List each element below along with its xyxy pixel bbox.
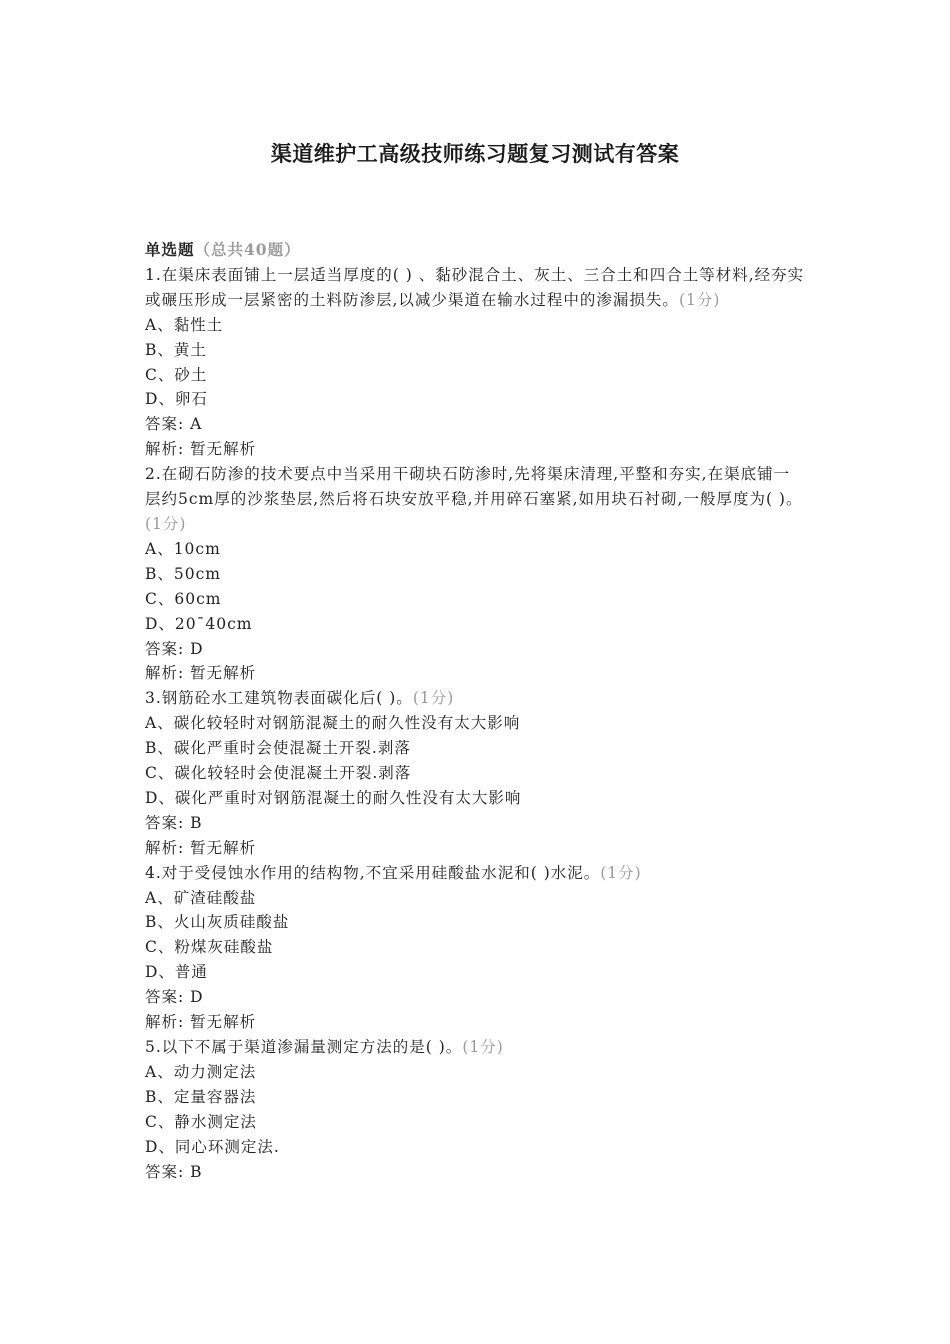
- answer-line: 答案: D: [145, 988, 204, 1007]
- option-c: C、碳化较轻时会使混凝土开裂.剥落: [145, 764, 412, 783]
- question-stem: [145, 263, 805, 313]
- question-score: (1分): [600, 863, 642, 882]
- option-b: B、50cm: [145, 564, 221, 583]
- option-c: C、砂土: [145, 365, 208, 384]
- option-b: B、火山灰质硅酸盐: [145, 913, 290, 932]
- option-a: A、碳化较轻时对钢筋混凝土的耐久性没有太大影响: [145, 714, 521, 733]
- answer-line: 答案: A: [145, 415, 203, 434]
- option-d: D、碳化严重时对钢筋混凝土的耐久性没有太大影响: [145, 788, 522, 807]
- option-c: C、静水测定法: [145, 1112, 257, 1131]
- question-stem: [145, 861, 805, 886]
- question-stem-text: 5.以下不属于渠道渗漏量测定方法的是( )。: [145, 1038, 463, 1056]
- question-stem: [145, 1035, 805, 1060]
- question-4: [145, 861, 805, 1035]
- question-list: [145, 238, 805, 1184]
- option-a: A、矿渣硅酸盐: [145, 888, 257, 907]
- option-a: A、10cm: [145, 539, 221, 558]
- question-1: [145, 263, 805, 462]
- option-c: C、粉煤灰硅酸盐: [145, 938, 274, 957]
- analysis-line: 解析: 暂无解析: [145, 1013, 257, 1032]
- section-label: 单选题: [145, 241, 195, 259]
- question-5: [145, 1035, 805, 1184]
- option-b: B、碳化严重时会使混凝土开裂.剥落: [145, 739, 411, 758]
- question-score: (1分): [412, 689, 455, 708]
- question-2: [145, 462, 805, 686]
- question-score: (1分): [678, 290, 721, 309]
- analysis-line: 解析: 暂无解析: [145, 440, 257, 459]
- option-b: B、黄土: [145, 340, 207, 359]
- option-d: D、20¯40cm: [145, 614, 253, 633]
- question-score: (1分): [145, 514, 187, 533]
- question-stem-text: 1.在渠床表面铺上一层适当厚度的( ) 、黏砂混合土、灰土、三合土和四合土等材料,经夯实或碾压形成一层紧密的土料防渗层,以减少渠道在输水过程中的渗漏损失。: [145, 265, 805, 309]
- question-stem: [145, 686, 805, 711]
- option-d: D、卵石: [145, 390, 208, 409]
- question-stem: [145, 462, 805, 537]
- option-b: B、定量容器法: [145, 1087, 257, 1106]
- option-d: D、同心环测定法.: [145, 1137, 280, 1156]
- question-stem-text: 4.对于受侵蚀水作用的结构物,不宜采用硅酸盐水泥和( )水泥。: [145, 863, 601, 882]
- question-stem-text: 3.钢筋砼水工建筑物表面碳化后( )。: [145, 689, 413, 708]
- answer-line: 答案: B: [145, 813, 203, 832]
- question-stem-text: 2.在砌石防渗的技术要点中当采用干砌块石防渗时,先将渠床清理,平整和夯实,在渠底铺一层约5cm厚的沙浆垫层,然后将石块安放平稳,并用碎石塞紧,如用块石衬砌,一般厚度为( )。: [145, 465, 803, 509]
- answer-line: 答案: D: [145, 639, 204, 658]
- section-count: （总共40题）: [194, 240, 301, 259]
- document-title: 渠道维护工高级技师练习题复习测试有答案: [270, 142, 680, 166]
- option-a: A、动力测定法: [145, 1062, 257, 1081]
- question-score: (1分): [462, 1038, 504, 1056]
- section-header: [145, 238, 805, 263]
- option-c: C、60cm: [145, 589, 222, 608]
- option-a: A、黏性土: [145, 315, 224, 334]
- analysis-line: 解析: 暂无解析: [145, 664, 257, 683]
- answer-line: 答案: B: [145, 1162, 203, 1181]
- option-d: D、普通: [145, 963, 208, 982]
- question-3: [145, 686, 805, 860]
- analysis-line: 解析: 暂无解析: [145, 838, 257, 857]
